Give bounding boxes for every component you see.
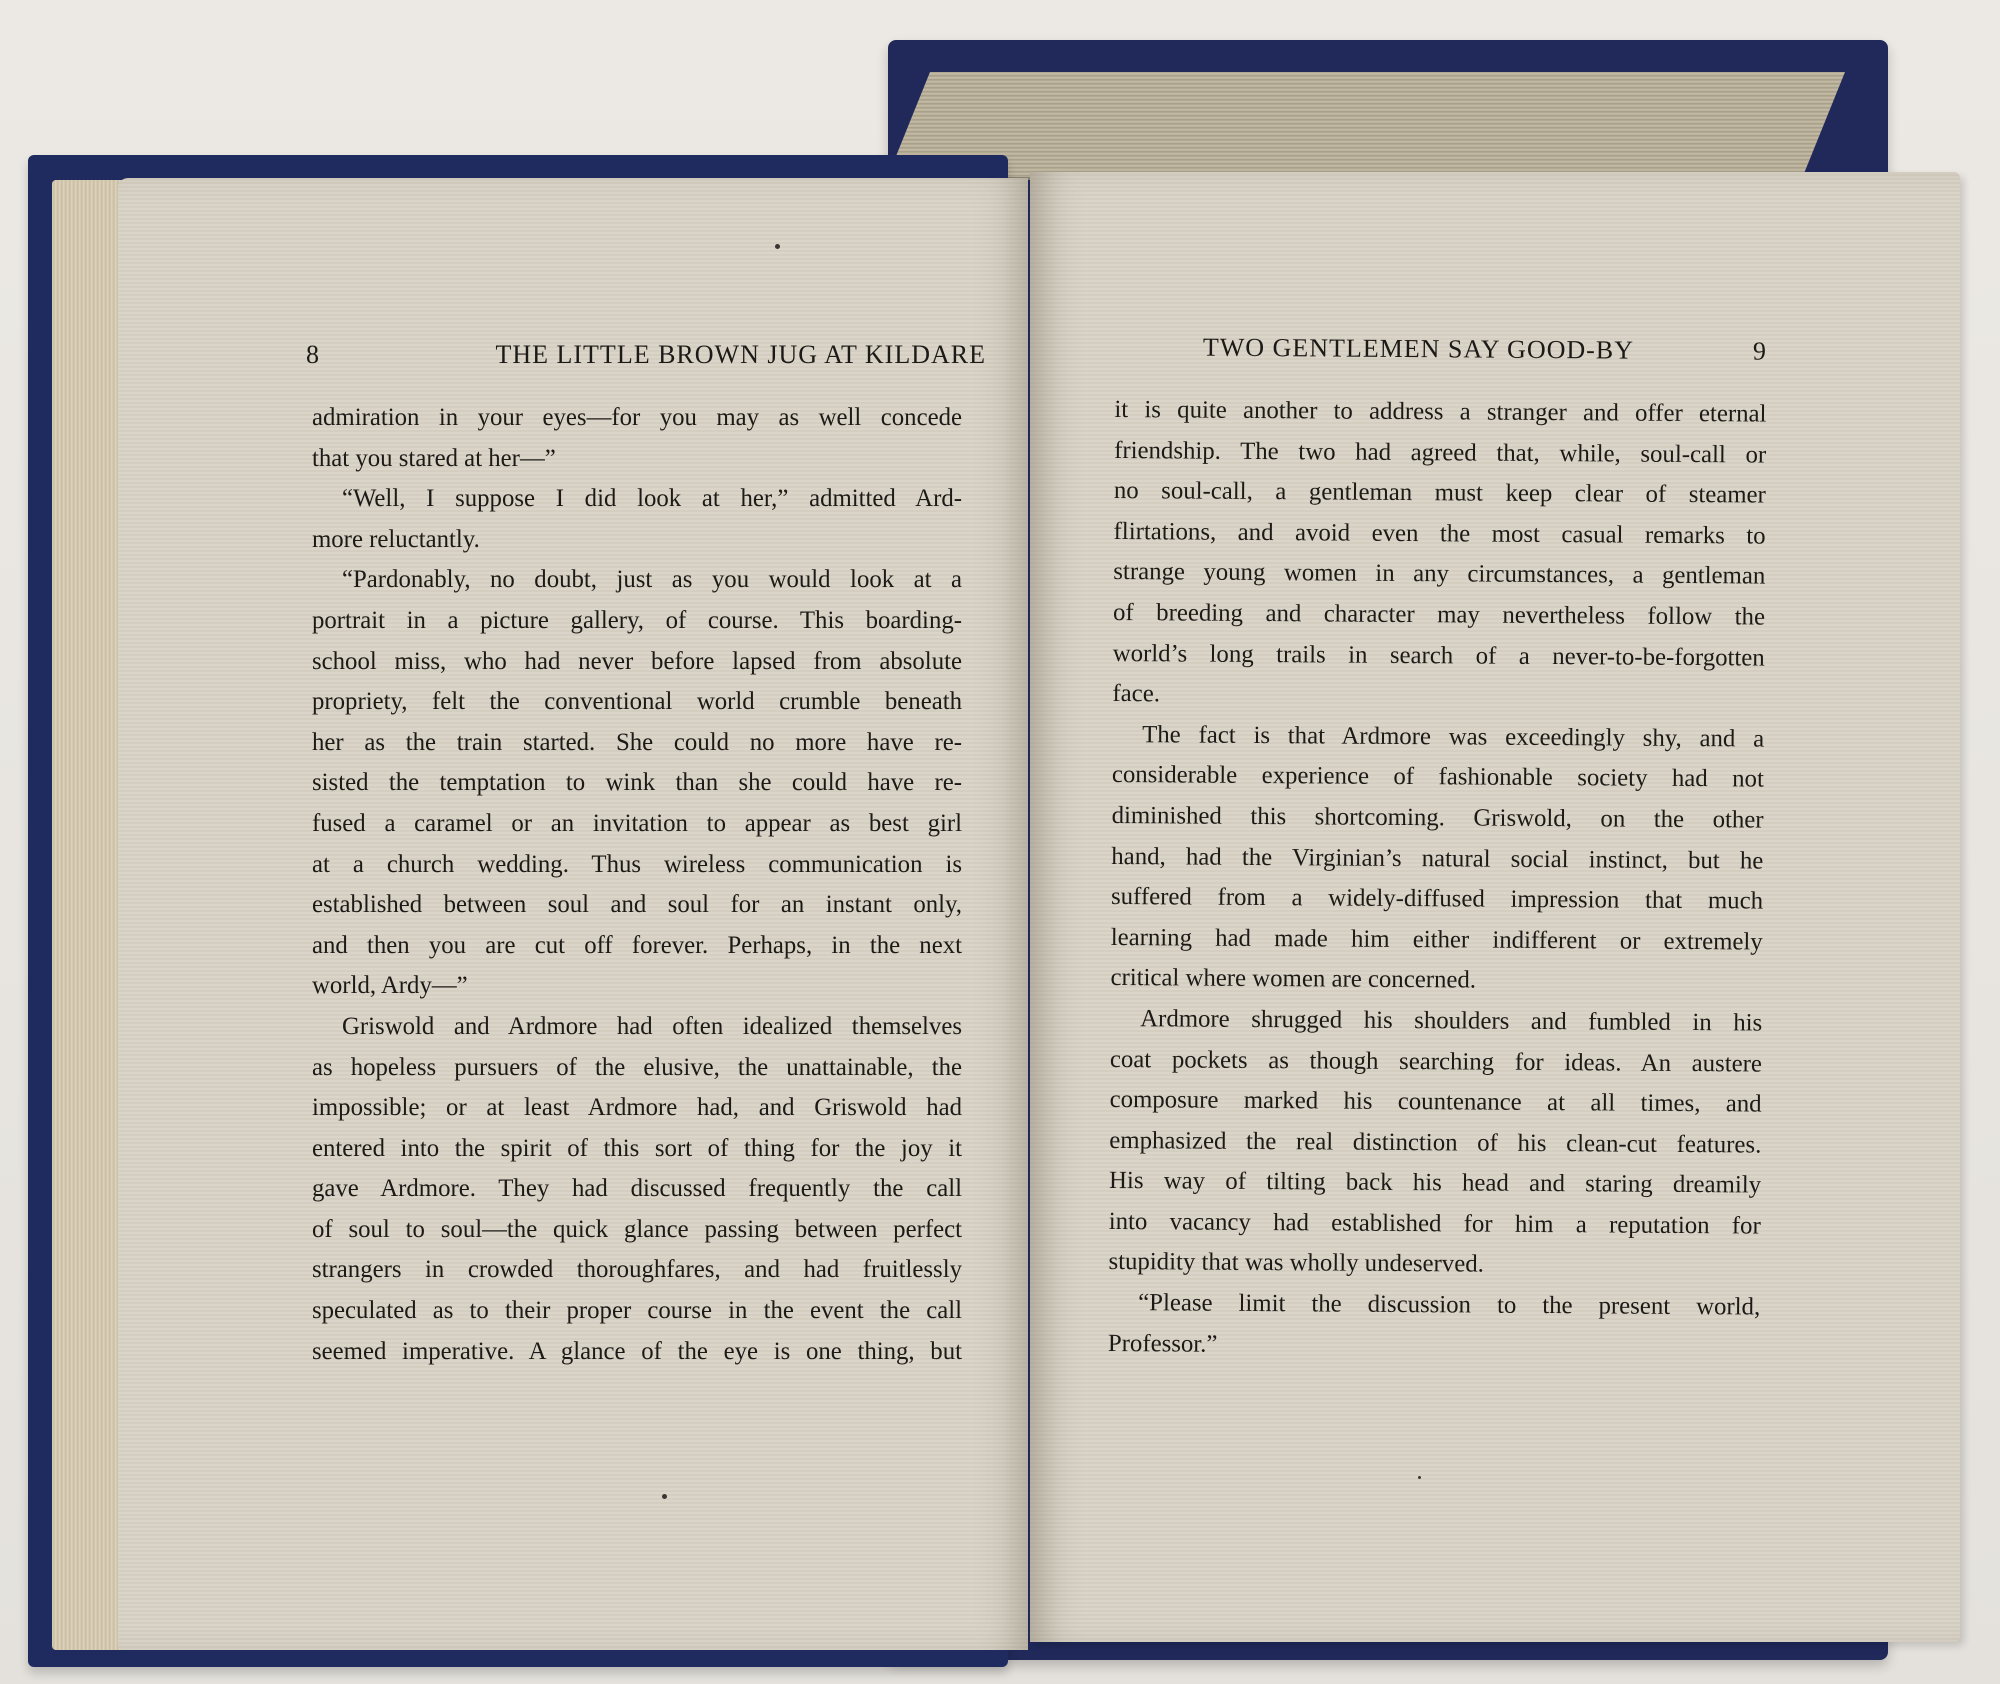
text-line: established between soul and soul for an instant only, bbox=[312, 891, 962, 919]
text-line: Ardmore shrugged his shoulders and fumbled in his bbox=[1140, 1005, 1763, 1037]
text-line: as hopeless pursuers of the elusive, the unattainable, the bbox=[312, 1053, 962, 1081]
text-line: gave Ardmore. They had discussed frequently the call bbox=[312, 1175, 962, 1203]
text-line: suffered from a widely-diffused impression that much bbox=[1110, 883, 1764, 915]
text-line: of breeding and character may nevertheless follow the bbox=[1112, 598, 1766, 631]
text-line: “Well, I suppose I did look at her,” admitted Ard- bbox=[342, 485, 962, 513]
right-page-number: 9 bbox=[1752, 336, 1767, 366]
text-line: “Please limit the discussion to the present world, bbox=[1138, 1289, 1761, 1321]
text-line: face. bbox=[1112, 680, 1161, 708]
text-line: friendship. The two had agreed that, while, soul-call or bbox=[1114, 436, 1767, 469]
text-line: that you stared at her—” bbox=[312, 444, 556, 472]
text-line: diminished this shortcoming. Griswold, on the other bbox=[1111, 801, 1764, 834]
text-line: fused a caramel or an invitation to appear as best girl bbox=[312, 809, 962, 837]
paper-speck bbox=[662, 1494, 667, 1499]
text-line: no soul-call, a gentleman must keep clear of steamer bbox=[1113, 477, 1766, 509]
text-line: stupidity that was wholly undeserved. bbox=[1108, 1248, 1484, 1279]
text-line: and then you are cut off forever. Perhaps, in the next bbox=[312, 931, 962, 959]
text-line: strangers in crowded thoroughfares, and had fruitlessly bbox=[312, 1256, 962, 1284]
right-running-head bbox=[1115, 332, 1767, 377]
left-body bbox=[192, 398, 960, 1372]
text-line: strange young women in any circumstances, a gentleman bbox=[1113, 558, 1766, 590]
right-page-text bbox=[1108, 332, 1767, 1369]
text-line: it is quite another to address a stranger and offer eternal bbox=[1114, 395, 1767, 428]
text-line: world’s long trails in search of a never-to-be-forgotten bbox=[1112, 639, 1765, 672]
left-page-number: 8 bbox=[306, 340, 320, 369]
text-line: propriety, felt the conventional world crumble beneath bbox=[312, 688, 962, 716]
text-line: of soul to soul—the quick glance passing between perfect bbox=[312, 1215, 962, 1243]
left-running-head bbox=[192, 340, 986, 380]
text-line: critical where women are concerned. bbox=[1110, 964, 1477, 994]
text-line: more reluctantly. bbox=[312, 525, 480, 553]
right-body bbox=[1108, 390, 1767, 1369]
text-line: speculated as to their proper course in the event the call bbox=[312, 1297, 962, 1325]
text-line: coat pockets as though searching for ideas. An austere bbox=[1109, 1045, 1763, 1078]
text-line: considerable experience of fashionable society had not bbox=[1111, 761, 1764, 793]
text-line: Griswold and Ardmore had often idealized themselves bbox=[342, 1012, 962, 1040]
text-line: The fact is that Ardmore was exceedingly shy, and a bbox=[1142, 720, 1765, 753]
text-line: “Pardonably, no doubt, just as you would look at a bbox=[342, 566, 962, 594]
page-edges-top bbox=[886, 72, 1845, 180]
text-line: portrait in a picture gallery, of course. This boarding- bbox=[312, 606, 962, 634]
text-line: her as the train started. She could no more have re- bbox=[312, 728, 962, 756]
text-line: flirtations, and avoid even the most casual remarks to bbox=[1113, 517, 1766, 550]
text-line: emphasized the real distinction of his clean-cut features. bbox=[1109, 1126, 1762, 1159]
text-line: learning had made him either indifferent or extremely bbox=[1110, 923, 1763, 956]
text-line: school miss, who had never before lapsed from absolute bbox=[312, 647, 962, 675]
right-running-title: TWO GENTLEMEN SAY GOOD-BY bbox=[1202, 332, 1635, 365]
text-line: hand, had the Virginian’s natural social instinct, but he bbox=[1111, 842, 1764, 875]
text-line: into vacancy had established for him a reputation for bbox=[1108, 1207, 1761, 1240]
text-line: His way of tilting back his head and staring dreamily bbox=[1108, 1167, 1762, 1199]
paper-speck bbox=[1418, 1476, 1421, 1479]
left-running-title: THE LITTLE BROWN JUG AT KILDARE bbox=[495, 340, 986, 369]
text-line: sisted the temptation to wink than she could have re- bbox=[312, 769, 962, 797]
left-page-text bbox=[192, 340, 986, 1372]
text-line: admiration in your eyes—for you may as well concede bbox=[312, 404, 962, 431]
text-line: at a church wedding. Thus wireless communication is bbox=[312, 850, 962, 878]
text-line: impossible; or at least Ardmore had, and Griswold had bbox=[312, 1094, 962, 1122]
text-line: seemed imperative. A glance of the eye is one thing, but bbox=[312, 1337, 962, 1365]
text-line: composure marked his countenance at all times, and bbox=[1109, 1086, 1762, 1118]
text-line: Professor.” bbox=[1107, 1329, 1218, 1358]
paper-speck bbox=[775, 244, 780, 249]
text-line: world, Ardy—” bbox=[312, 972, 468, 1000]
text-line: entered into the spirit of this sort of thing for the joy it bbox=[312, 1134, 962, 1162]
